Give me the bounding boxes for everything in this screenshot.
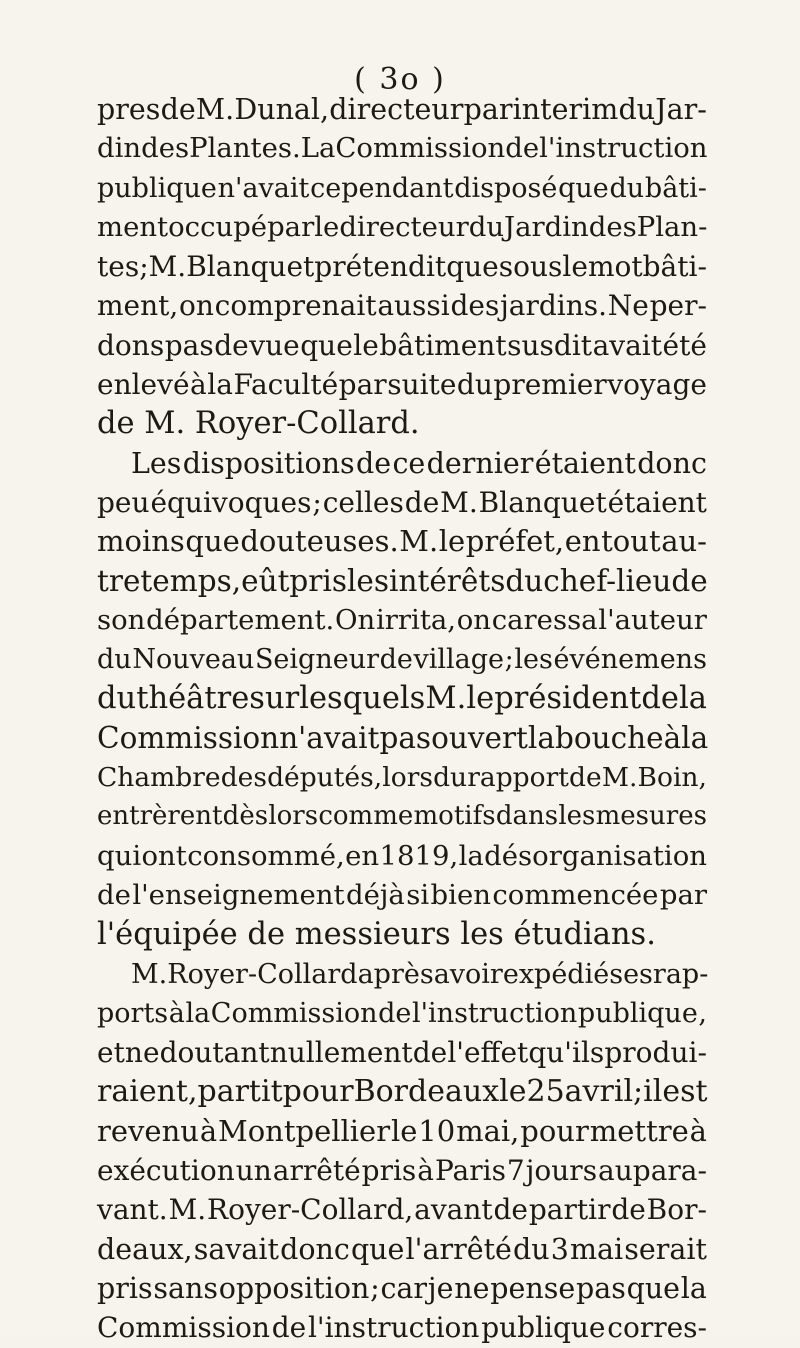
text-line: pris sans opposition ; car je ne pense pas que la xyxy=(97,1271,707,1305)
body-text xyxy=(97,90,707,1348)
text-line: Commission n'avait pas ouvert la bouche à la xyxy=(97,720,709,755)
text-line: ports à la Commission de l'instruction publique , xyxy=(97,997,707,1029)
text-line: enlevé à la Faculté par suite du premier voyage xyxy=(97,368,707,402)
text-line: dons pas de vue que le bâtiment susdit avait été xyxy=(97,328,707,362)
text-line: ment occupé par le directeur du Jardin des Plan- xyxy=(97,210,708,243)
text-line: et ne doutant nullement de l'effet qu'ils produi- xyxy=(97,1036,707,1070)
text-line: entrèrent dès lors comme motifs dans les mesures xyxy=(97,801,707,832)
text-line: publique n'avait cependant disposé que du bâti- xyxy=(97,172,707,204)
text-line: revenu à Montpellier le 10 mai, pour mettre à xyxy=(97,1113,707,1148)
text-line: exécution un arrêté pris à Paris 7 jours aupara- xyxy=(97,1154,707,1188)
text-line: Les dispositions de ce dernier étaient donc xyxy=(131,446,707,480)
text-line: raient, partit pour Bordeaux le 25 avril ; il est xyxy=(97,1074,708,1110)
text-line: Chambre des députés, lors du rapport de M. Boin, xyxy=(97,762,707,794)
text-line: Commission de l'instruction publique corres- xyxy=(97,1311,707,1345)
text-line: peu équivoques ; celles de M. Blanquet étaient xyxy=(97,485,707,519)
text-line: de l'enseignement déjà si bien commencée par xyxy=(97,878,707,911)
text-line: tre temps, eût pris les intérêts du chef-lieu de xyxy=(97,563,708,598)
text-line: l'équipée de messieurs les étudians. xyxy=(97,917,656,953)
page-number: ( 3o ) xyxy=(354,62,446,97)
text-line: M. Royer-Collard après avoir expédié ses rap- xyxy=(131,958,709,990)
text-line: de M. Royer-Collard. xyxy=(97,406,420,442)
text-line: deaux, savait donc que l'arrêté du 3 mai serait xyxy=(97,1232,707,1266)
text-line: moins que douteuses. M. le préfet, en tout au- xyxy=(97,524,707,559)
text-line: du théâtre sur lesquels M. le président de la xyxy=(97,681,707,717)
text-line: tes; M. Blanquet prétendit que sous le mot bâti- xyxy=(97,250,707,284)
text-line: du Nouveau Seigneur de village ; les événemens xyxy=(97,644,707,676)
text-line: din des Plantes. La Commission de l'instruction xyxy=(97,132,708,165)
text-line: ment, on comprenait aussi des jardins. Ne per- xyxy=(97,289,707,323)
text-line: vant. M. Royer-Collard, avant de partir de Bor- xyxy=(97,1193,707,1227)
text-line: qui ont consommé, en 1819, la désorganisation xyxy=(97,839,707,872)
text-line: son département. On irrita, on caressa l'auteur xyxy=(97,603,707,636)
text-line: pres de M. Dunal, directeur par interim du Jar- xyxy=(97,93,707,126)
